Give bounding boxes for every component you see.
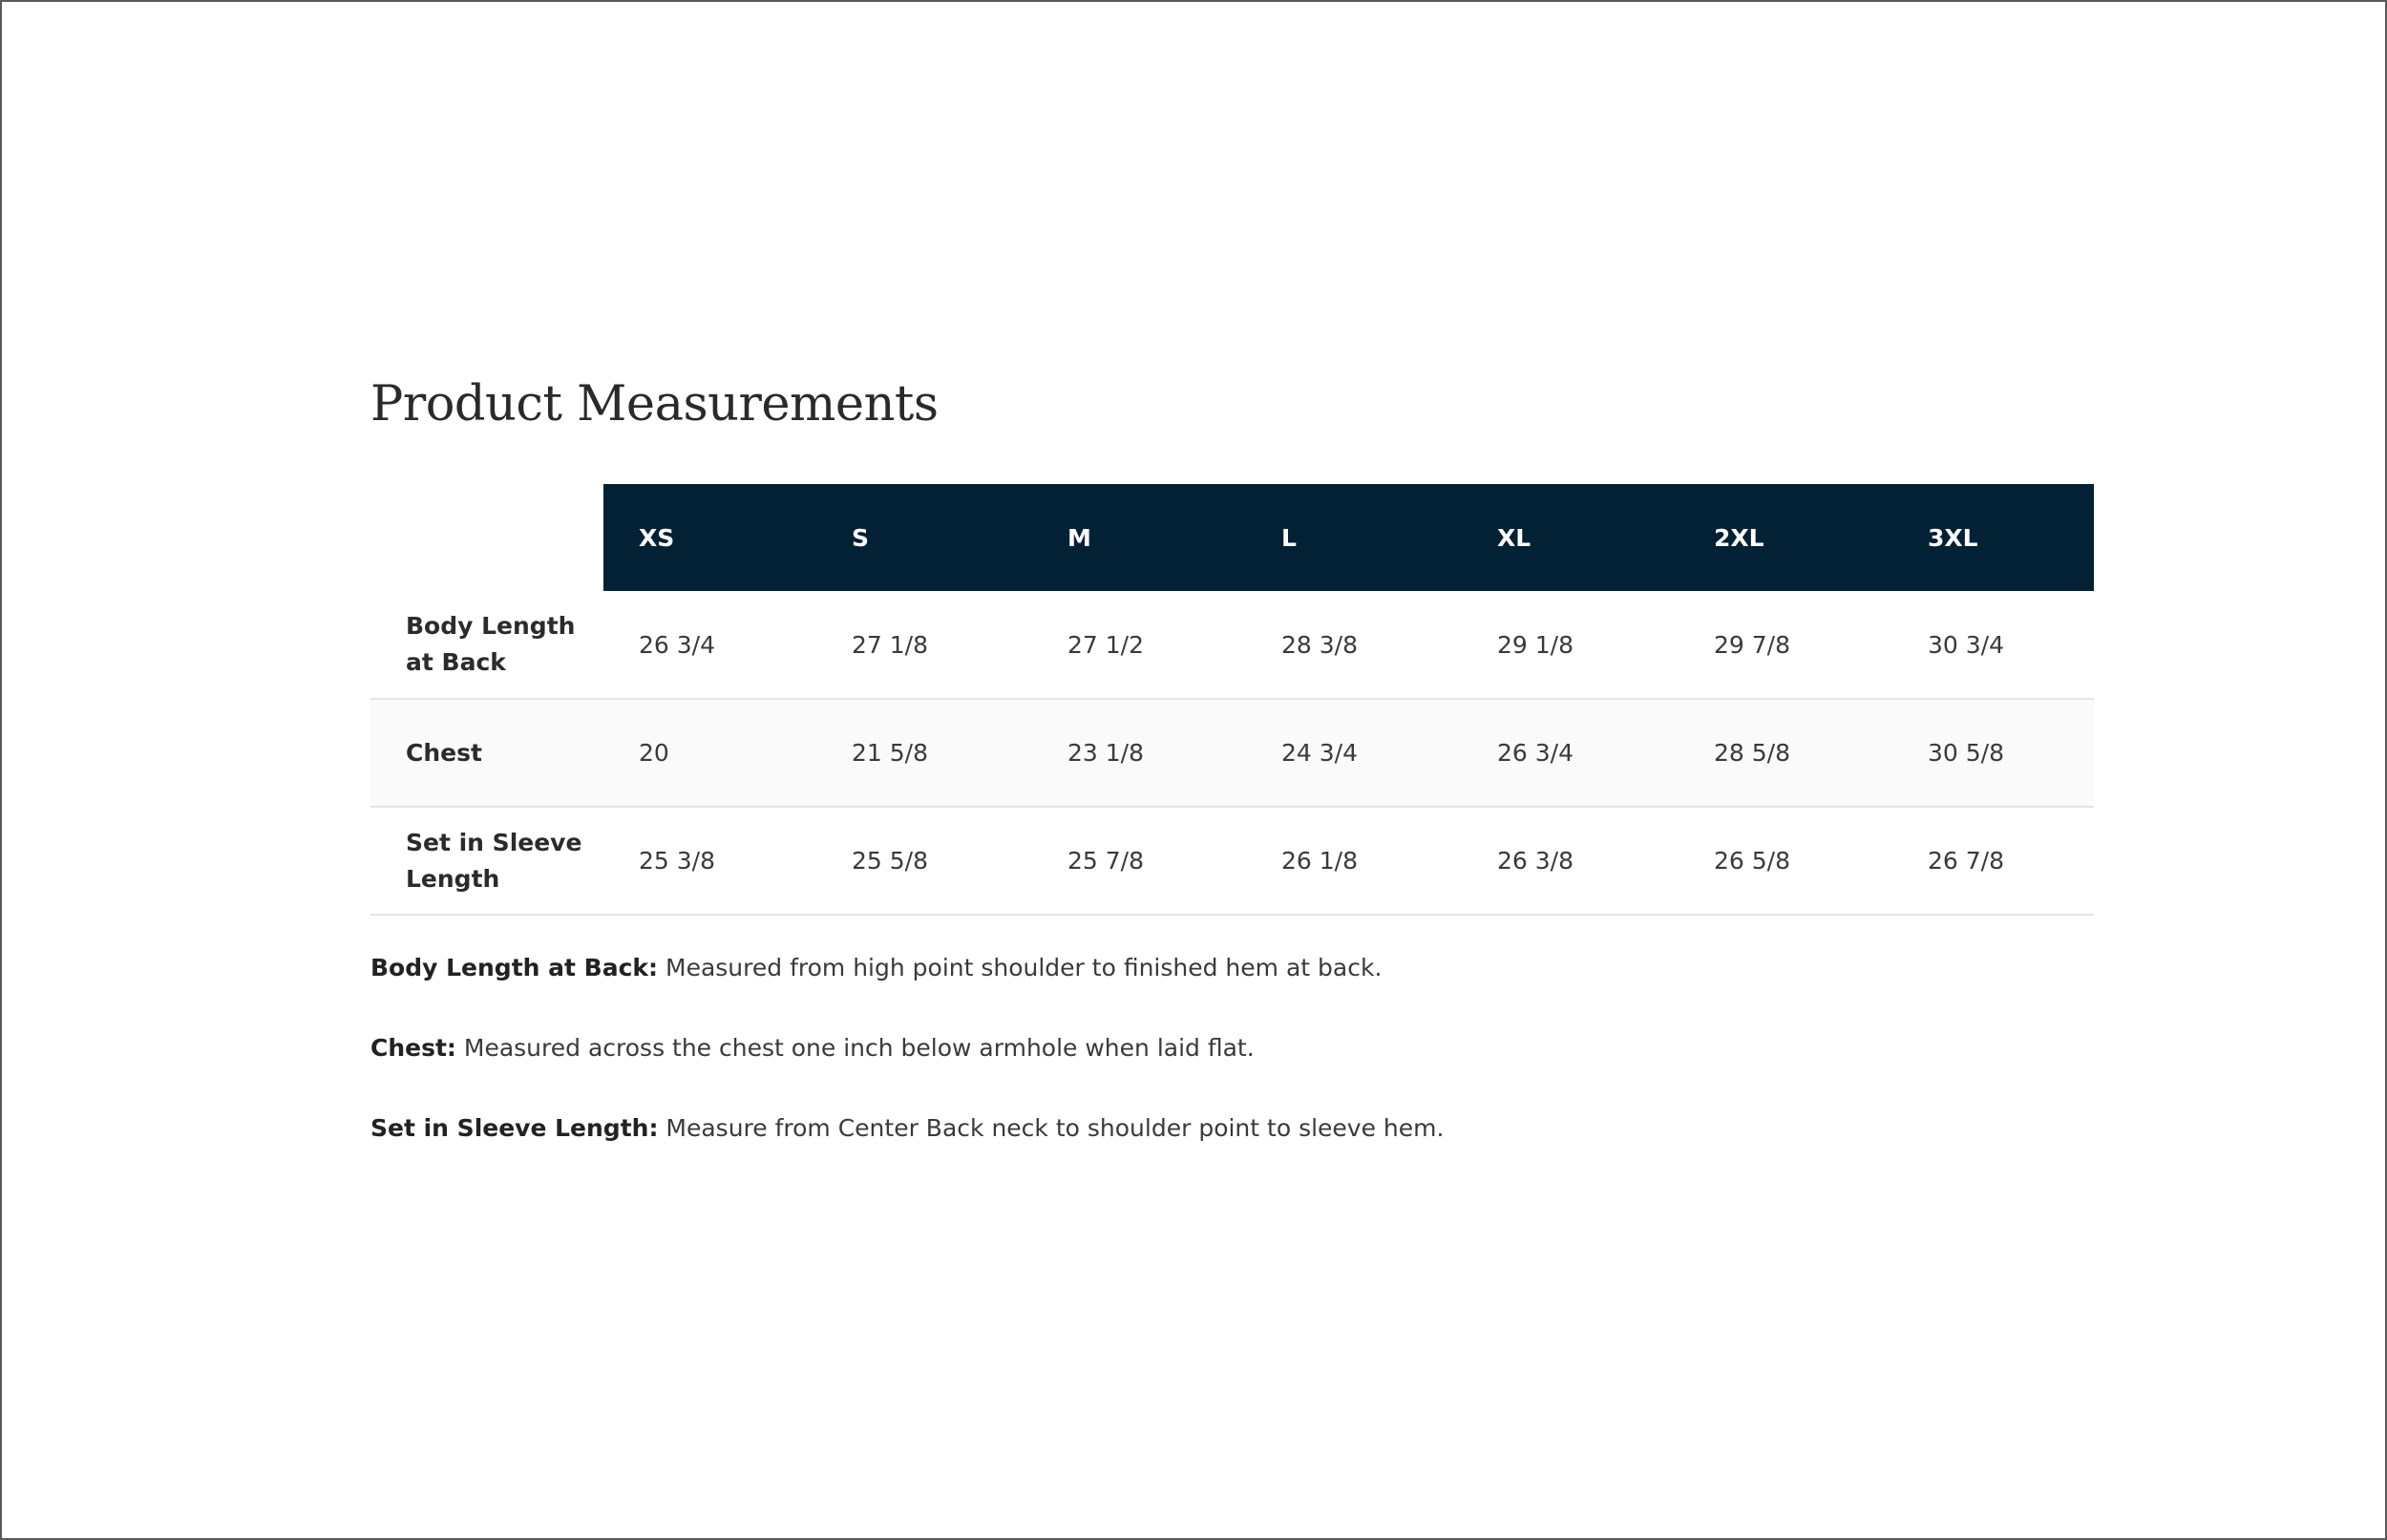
- table-cell: 21 5/8: [816, 699, 1032, 807]
- table-cell: 28 3/8: [1281, 630, 1358, 659]
- table-cell: 26 3/4: [1462, 699, 1679, 807]
- measurements-table: [370, 484, 2094, 916]
- table-cell: 25 3/8: [639, 847, 715, 875]
- size-header-xs: XS: [603, 484, 816, 591]
- table-cell: 26 1/8: [1281, 847, 1358, 875]
- size-header-m: M: [1032, 484, 1246, 591]
- note-term: Body Length at Back:: [370, 954, 659, 981]
- header-corner-cell: [370, 484, 603, 591]
- measurement-notes: [370, 951, 2094, 1192]
- table-cell: 24 3/4: [1246, 699, 1462, 807]
- table-cell: 26 3/4: [639, 630, 715, 659]
- table-row-chest: [370, 699, 2094, 807]
- table-row-sleeve-length: [370, 807, 2094, 915]
- note-sleeve-length: [370, 1111, 2094, 1192]
- table-cell: 27 1/8: [852, 630, 928, 659]
- row-label-chest: Chest: [370, 699, 603, 807]
- header-row: [370, 484, 2094, 591]
- table-cell: 30 3/4: [1928, 630, 2004, 659]
- note-text: Measured across the chest one inch below armhole when laid flat.: [455, 1034, 1255, 1062]
- note-text: Measure from Center Back neck to shoulder point to sleeve hem.: [658, 1114, 1445, 1142]
- size-header-s: S: [816, 484, 1032, 591]
- table-cell: 26 3/8: [1497, 847, 1574, 875]
- row-label-sleeve-length: Set in Sleeve Length: [406, 828, 582, 893]
- table-cell: 23 1/8: [1032, 699, 1246, 807]
- table-cell: 30 5/8: [1892, 699, 2094, 807]
- note-term: Chest:: [370, 1034, 456, 1062]
- note-chest: [370, 1031, 2094, 1111]
- table-header: [370, 484, 2094, 591]
- note-body-length: [370, 951, 2094, 1031]
- table-cell: 29 1/8: [1497, 630, 1574, 659]
- table-row-body-length: [370, 591, 2094, 699]
- page-title: Product Measurements: [370, 376, 939, 432]
- table-cell: 28 5/8: [1679, 699, 1892, 807]
- table-cell: 27 1/2: [1067, 630, 1144, 659]
- table-cell: 29 7/8: [1714, 630, 1790, 659]
- table-body: [370, 591, 2094, 915]
- size-header-2xl: 2XL: [1679, 484, 1892, 591]
- table-cell: 26 5/8: [1714, 847, 1790, 875]
- note-text: Measured from high point shoulder to finished hem at back.: [658, 954, 1383, 981]
- table-cell: 26 7/8: [1928, 847, 2004, 875]
- table-cell: 25 7/8: [1067, 847, 1144, 875]
- size-header-xl: XL: [1462, 484, 1679, 591]
- measurements-section: [370, 370, 2094, 1142]
- note-term: Set in Sleeve Length:: [370, 1114, 659, 1142]
- table-cell: 25 5/8: [852, 847, 928, 875]
- size-header-3xl: 3XL: [1892, 484, 2094, 591]
- row-label-body-length: Body Length at Back: [406, 612, 576, 676]
- table-cell: 20: [603, 699, 816, 807]
- size-header-l: L: [1246, 484, 1462, 591]
